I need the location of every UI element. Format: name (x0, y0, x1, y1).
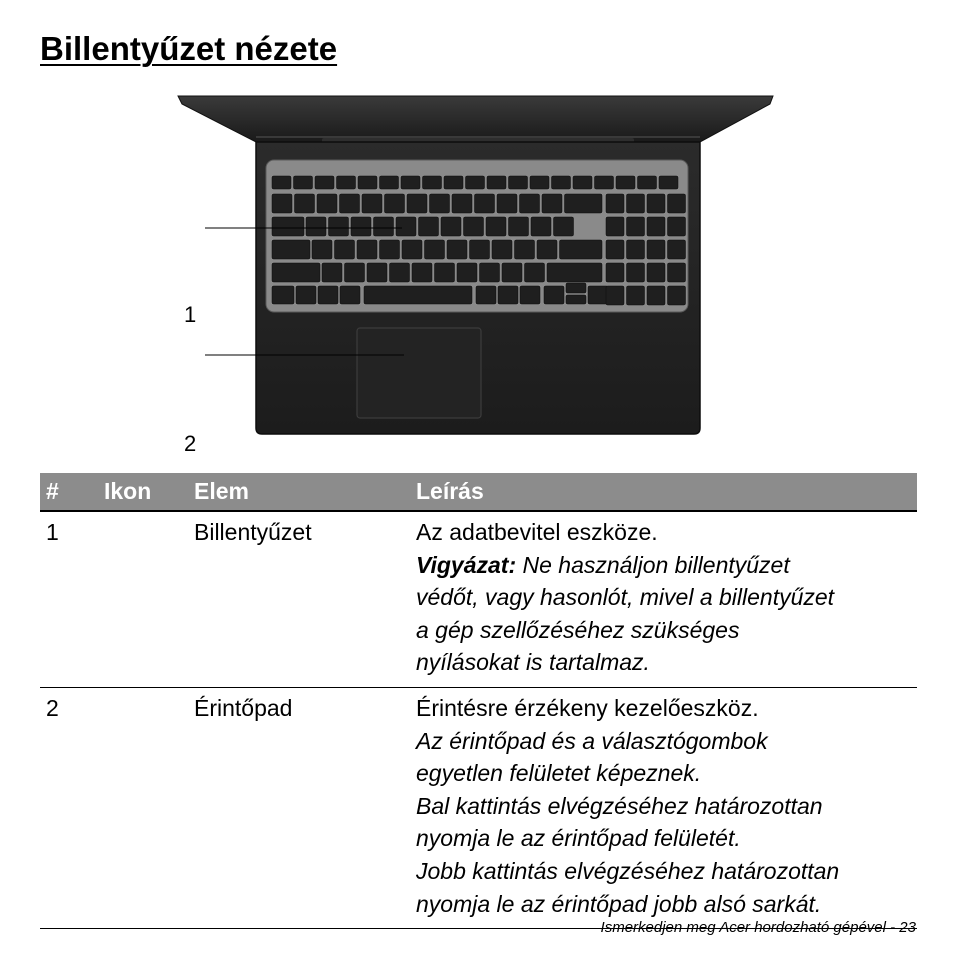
description-note: Jobb kattintás elvégzéséhez határozottan (416, 857, 840, 884)
keyboard-key (272, 176, 291, 189)
keyboard-key (547, 263, 602, 282)
keyboard-key (464, 217, 484, 236)
keyboard-key (552, 176, 571, 189)
keyboard-key (401, 176, 420, 189)
keyboard-key (447, 240, 467, 259)
keyboard-key (444, 176, 463, 189)
keyboard-key (457, 263, 477, 282)
table-row (40, 687, 917, 928)
warning-text: a gép szellőzéséhez szükséges (416, 616, 740, 643)
keyboard-key (475, 194, 495, 213)
keyboard-key (520, 286, 540, 304)
warning-text: nyílásokat is tartalmaz. (416, 649, 650, 676)
keyboard-key (606, 194, 624, 213)
keyboard-key (497, 194, 517, 213)
keyboard-key (566, 295, 586, 304)
keyboard-key (425, 240, 445, 259)
page-title: Billentyűzet nézete (40, 30, 338, 67)
keyboard-key (322, 263, 342, 282)
keyboard-key (480, 263, 500, 282)
keyboard-key (452, 194, 472, 213)
header-number: # (40, 473, 98, 511)
keyboard-key (419, 217, 439, 236)
keyboard-key (272, 194, 292, 213)
keyboard-key (606, 217, 624, 236)
keyboard-key (492, 240, 512, 259)
keyboard-key (616, 176, 635, 189)
keyboard-key (566, 283, 586, 293)
keyboard-key (509, 217, 529, 236)
keyboard-key (294, 176, 313, 189)
warning-text: Ne használjon billentyűzet (516, 551, 790, 578)
keyboard-key (627, 240, 645, 259)
keyboard-key (647, 217, 665, 236)
keyboard-key (647, 240, 665, 259)
keyboard-key (385, 194, 405, 213)
keyboard-key (441, 217, 461, 236)
warning-text: védőt, vagy hasonlót, mivel a billentyűzet (416, 584, 835, 611)
keyboard-key (306, 217, 326, 236)
row-icon (98, 511, 188, 687)
keyboard-key (315, 176, 334, 189)
keyboard-key (358, 176, 377, 189)
laptop-lid (178, 96, 773, 142)
description-main: Az adatbevitel eszköze. (416, 519, 658, 545)
keyboard-key (565, 194, 603, 213)
keyboard-key (396, 217, 416, 236)
keyboard-key (560, 240, 603, 259)
keyboard-key (380, 240, 400, 259)
row-number: 1 (40, 511, 98, 687)
keyboard-key (606, 286, 624, 305)
keyboard-key (498, 286, 518, 304)
row-description (410, 511, 917, 687)
keyboard-key (476, 286, 496, 304)
keyboard-key (659, 176, 678, 189)
keyboard-key (466, 176, 485, 189)
keyboard-key (668, 240, 686, 259)
keyboard-key (509, 176, 528, 189)
keyboard-key (668, 194, 686, 213)
row-item: Billentyűzet (188, 511, 410, 687)
description-note: egyetlen felületet képeznek. (416, 760, 702, 787)
keyboard-key (525, 263, 545, 282)
callout-label-1: 1 (184, 302, 197, 327)
keyboard-key (272, 263, 320, 282)
keyboard-key (588, 286, 608, 304)
keyboard-key (430, 194, 450, 213)
keyboard-key (638, 176, 657, 189)
keyboard-key (544, 286, 564, 304)
keyboard-key (520, 194, 540, 213)
keyboard-key (530, 176, 549, 189)
table-row (40, 511, 917, 687)
keyboard-key (337, 176, 356, 189)
touchpad (357, 328, 481, 418)
keyboard-key (627, 194, 645, 213)
keyboard-key (668, 217, 686, 236)
header-icon: Ikon (98, 473, 188, 511)
keyboard-key (374, 217, 394, 236)
keyboard-key (573, 176, 592, 189)
keyboard-key (486, 217, 506, 236)
keyboard-key (380, 176, 399, 189)
keyboard-key (362, 194, 382, 213)
keyboard-key (335, 240, 355, 259)
keyboard-key (487, 176, 506, 189)
keyboard-key (502, 263, 522, 282)
keyboard-key (542, 194, 562, 213)
keyboard-key (423, 176, 442, 189)
keyboard-key (606, 240, 624, 259)
page-footer: Ismerkedjen meg Acer hordozható gépével - 23 (600, 919, 916, 936)
keyboard-key (668, 286, 686, 305)
keyboard-key (367, 263, 387, 282)
keyboard-key (390, 263, 410, 282)
keyboard-key (312, 240, 332, 259)
laptop-top-view-figure (0, 90, 954, 456)
keyboard-key (554, 217, 574, 236)
table-header-row (40, 473, 917, 511)
keyboard-key (317, 194, 337, 213)
row-icon (98, 687, 188, 928)
keyboard-key (345, 263, 365, 282)
keyboard-key (296, 286, 316, 304)
keyboard-key (318, 286, 338, 304)
keyboard-key (357, 240, 377, 259)
component-table (40, 473, 917, 929)
keyboard-key (340, 286, 360, 304)
keyboard-key (435, 263, 455, 282)
keyboard-key (402, 240, 422, 259)
description-note: Bal kattintás elvégzéséhez határozottan (416, 792, 823, 819)
keyboard-key (412, 263, 432, 282)
laptop-illustration (0, 90, 954, 440)
keyboard-key (364, 286, 472, 304)
description-main: Érintésre érzékeny kezelőeszköz. (416, 694, 759, 721)
keyboard-key (531, 217, 551, 236)
description-note: Az érintőpad és a választógombok (416, 727, 768, 754)
keyboard-key (647, 194, 665, 213)
row-description (410, 687, 917, 928)
keyboard-key (668, 263, 686, 282)
keyboard-key (515, 240, 535, 259)
keyboard-key (351, 217, 371, 236)
keyboard-key (647, 286, 665, 305)
keyboard-key (627, 286, 645, 305)
keyboard-key (627, 217, 645, 236)
keyboard-key (606, 263, 624, 282)
keyboard-key (272, 217, 304, 236)
keyboard-key (329, 217, 349, 236)
keyboard-key (272, 240, 310, 259)
callout-label-2: 2 (184, 431, 197, 456)
keyboard-key (340, 194, 360, 213)
header-description: Leírás (410, 473, 917, 511)
keyboard-key (295, 194, 315, 213)
description-note: nyomja le az érintőpad felületét. (416, 825, 741, 852)
keyboard-key (595, 176, 614, 189)
keyboard-key (272, 286, 294, 304)
keyboard-key (470, 240, 490, 259)
keyboard-key (627, 263, 645, 282)
row-item: Érintőpad (188, 687, 410, 928)
description-warning (416, 549, 917, 582)
keyboard-key (407, 194, 427, 213)
warning-label: Vigyázat: (416, 551, 517, 578)
row-number: 2 (40, 687, 98, 928)
header-item: Elem (188, 473, 410, 511)
keyboard-key (647, 263, 665, 282)
keyboard-key (537, 240, 557, 259)
description-note: nyomja le az érintőpad jobb alsó sarkát. (416, 890, 822, 917)
